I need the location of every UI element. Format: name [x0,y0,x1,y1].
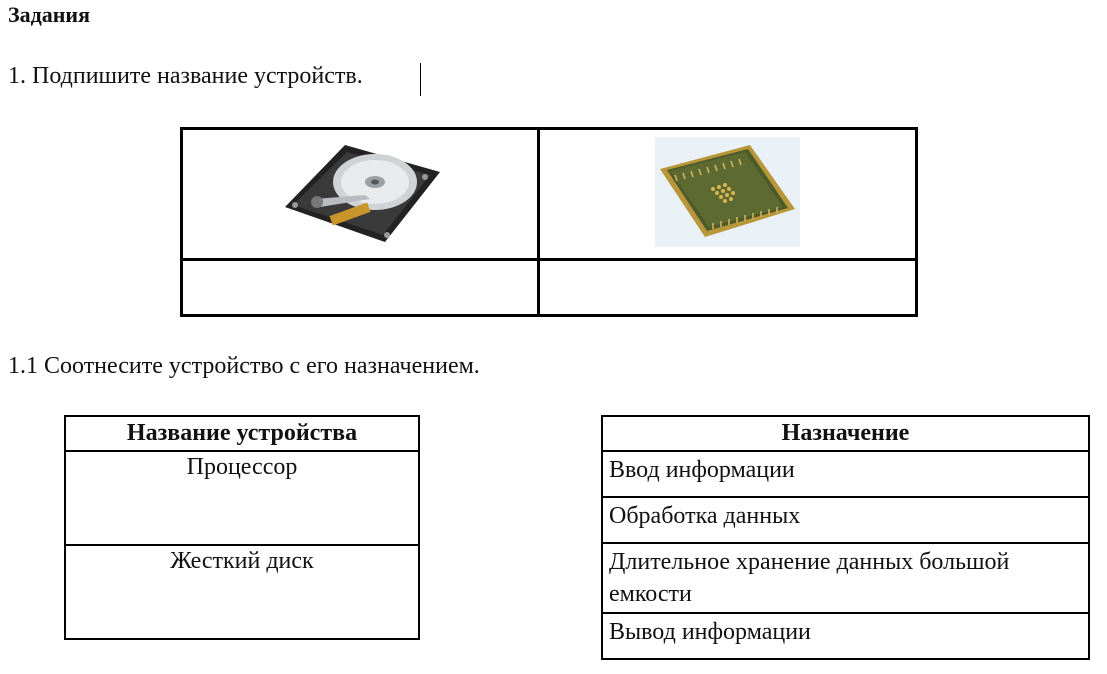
device-item: Жесткий диск [65,545,419,639]
hard-drive-image-cell [182,129,539,260]
task-1-text: 1. Подпишите название устройств. [8,63,363,89]
purpose-item: Обработка данных [602,497,1089,543]
processor-image [655,137,800,247]
hard-drive-answer-cell[interactable] [182,260,539,316]
devices-table [64,415,420,640]
text-cursor [420,63,421,96]
processor-answer-cell[interactable] [539,260,917,316]
processor-image-cell [539,129,917,260]
hard-drive-image [275,137,445,247]
devices-image-table [180,127,918,317]
purpose-item: Ввод информации [602,451,1089,497]
task-1-1-text: 1.1 Соотнесите устройство с его назначением. [8,353,480,379]
purposes-table-header: Назначение [602,416,1089,451]
section-heading: Задания [8,2,90,27]
purpose-item: Длительное хранение данных большой емкости [602,543,1089,613]
devices-table-header: Название устройства [65,416,419,451]
purposes-table [601,415,1090,660]
device-item: Процессор [65,451,419,545]
purpose-item: Вывод информации [602,613,1089,659]
